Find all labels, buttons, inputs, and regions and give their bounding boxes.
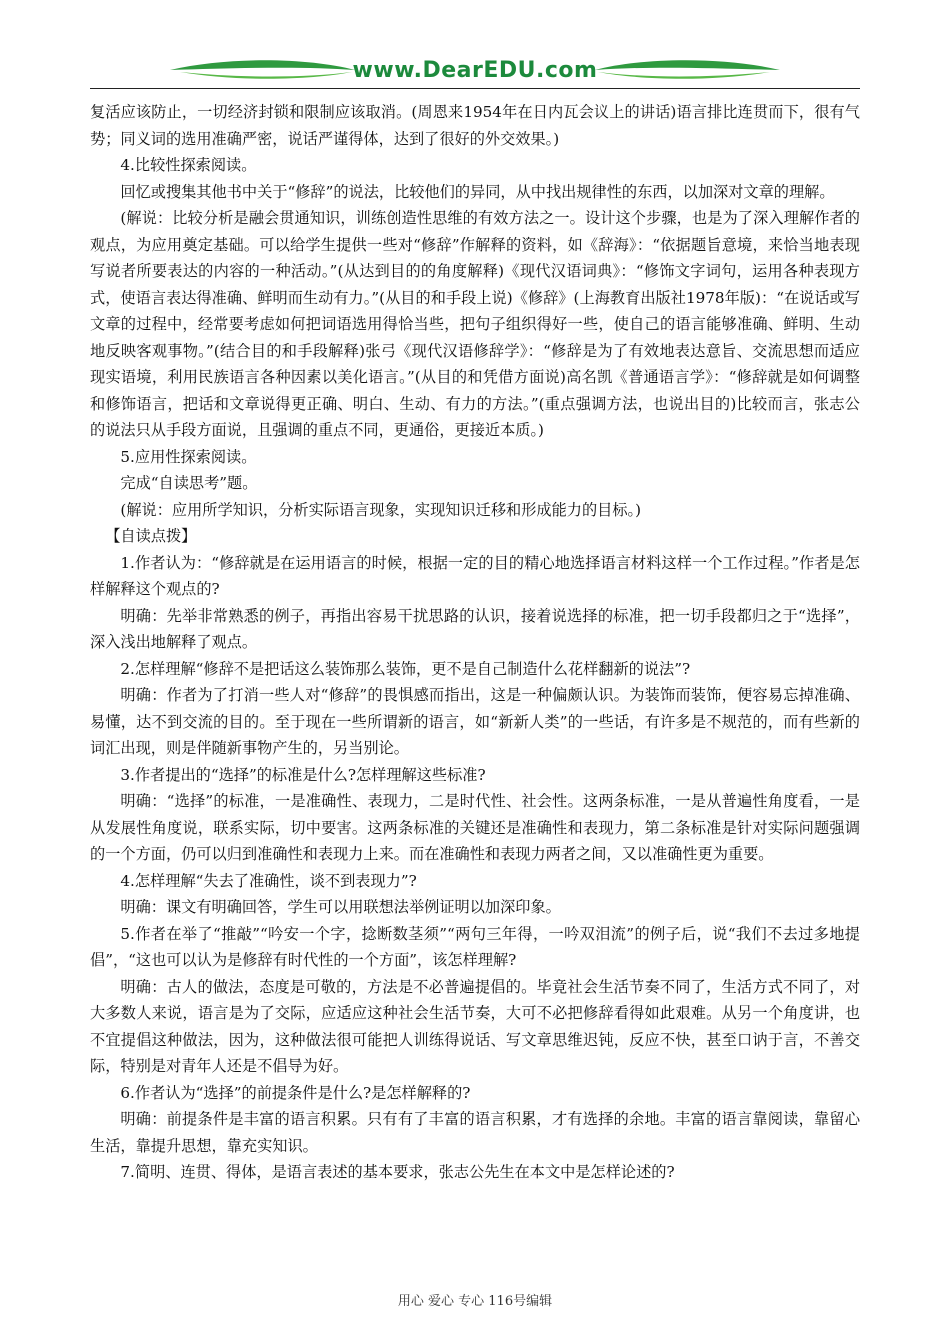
paragraph: 4.怎样理解“失去了准确性，谈不到表现力”? (120, 871, 417, 890)
site-logo[interactable]: www.DearEDU.com (352, 58, 598, 83)
paragraph: (解说：应用所学知识，分析实际语言现象，实现知识迁移和形成能力的目标。) (120, 500, 642, 519)
document-body (90, 99, 860, 1186)
page-footer: 用心 爱心 专心 116号编辑 (397, 1294, 553, 1309)
site-header (90, 52, 860, 92)
paragraph: 明确：古人的做法，态度是可敬的，方法是不必普遍提倡的。毕竟社会生活节奏不同了，生活方式不同了，对大多数人来说，语言是为了交际，应适应这种社会生活节奏，大可不必把修辞看得如此艰难。从另一个角度讲，也不宜提倡这种做法，因为，这种做法很可能把人训练得说话、写文章思维迟钝，反应不快，甚至口讷于言，不善交际，特别是对青年人还是不倡导为好。 (90, 977, 860, 1075)
paragraph: (解说：比较分析是融会贯通知识，训练创造性思维的有效方法之一。设计这个步骤，也是为了深入理解作者的观点，为应用奠定基础。可以给学生提供一些对“修辞”作解释的资料，如《辞海》：“依据题旨意境，来恰当地表现写说者所要表达的内容的一种活动。”(从达到目的的角度解释)《现代汉语词典》：“修饰文字词句，运用各种表现方式，使语言表达得准确、鲜明而生动有力。”(从目的和手段上说)《修辞》(上海教育出版社1978年版)：“在说话或写文章的过程中，经常要考虑如何把词语选用得恰当些，把句子组织得好一些，使自己的语言能够准确、鲜明、生动地反映客观事物。”(结合目的和手段解释)张弓《现代汉语修辞学》：“修辞是为了有效地表达意旨、交流思想而适应现实语境，利用民族语言各种因素以美化语言。”(从目的和凭借方面说)高名凯《普通语言学》：“修辞就是如何调整和修饰语言，把话和文章说得更正确、明白、生动、有力的方法。”(重点强调方法，也说出目的)比较而言，张志公的说法只从手段方面说，且强调的重点不同，更通俗，更接近本质。) (90, 209, 860, 439)
paragraph: 2.怎样理解“修辞不是把话这么装饰那么装饰，更不是自己制造什么花样翻新的说法”? (120, 659, 691, 678)
paragraph: 3.作者提出的“选择”的标准是什么?怎样理解这些标准? (120, 765, 486, 784)
paragraph: 1.作者认为：“修辞就是在运用语言的时候，根据一定的目的精心地选择语言材料这样一个工作过程。”作者是怎样解释这个观点的? (90, 553, 860, 598)
paragraph: 明确：先举非常熟悉的例子，再指出容易干扰思路的认识，接着说选择的标准，把一切手段都归之于“选择”，深入浅出地解释了观点。 (90, 606, 860, 651)
paragraph: 完成“自读思考”题。 (120, 474, 258, 492)
paragraph: 复活应该防止，一切经济封锁和限制应该取消。(周恩来1954年在日内瓦会议上的讲话)语言排比连贯而下，很有气势；同义词的选用准确严密，说话严谨得体，达到了很好的外交效果。) (90, 103, 860, 148)
paragraph: 7.简明、连贯、得体，是语言表述的基本要求，张志公先生在本文中是怎样论述的? (120, 1163, 675, 1181)
paragraph: 5.应用性探索阅读。 (120, 447, 257, 466)
paragraph: 明确：作者为了打消一些人对“修辞”的畏惧感而指出，这是一种偏颇认识。为装饰而装饰，便容易忘掉准确、易懂，达不到交流的目的。至于现在一些所谓新的语言，如“新新人类”的一些话，有许多是不规范的，而有些新的词汇出现，则是伴随新事物产生的，另当别论。 (90, 686, 860, 757)
paragraph: 5.作者在举了“推敲”“吟安一个字，捻断数茎须”“两句三年得，一吟双泪流”的例子后，说“我们不去过多地提倡”，“这也可以认为是修辞有时代性的一个方面”，该怎样理解? (90, 924, 860, 969)
paragraph: 明确：课文有明确回答，学生可以用联想法举例证明以加深印象。 (120, 898, 561, 916)
header-rule (90, 88, 860, 89)
paragraph: 4.比较性探索阅读。 (120, 156, 257, 174)
paragraph: 6.作者认为“选择”的前提条件是什么?是怎样解释的? (120, 1083, 471, 1102)
paragraph: 明确：“选择”的标准，一是准确性、表现力，二是时代性、社会性。这两条标准，一是从普遍性角度看，一是从发展性角度说，联系实际，切中要害。这两条标准的关键还是准确性和表现力，第二条标准是针对实际问题强调的一个方面，仍可以归到准确性和表现力上来。而在准确性和表现力两者之间，又以准确性更为重要。 (90, 792, 860, 863)
paragraph: 回忆或搜集其他书中关于“修辞”的说法，比较他们的异同，从中找出规律性的东西，以加深对文章的理解。 (120, 182, 835, 201)
section-heading: 【自读点拨】 (105, 527, 197, 545)
paragraph: 明确：前提条件是丰富的语言积累。只有有了丰富的语言积累，才有选择的余地。丰富的语言靠阅读，靠留心生活，靠提升思想，靠充实知识。 (90, 1110, 860, 1155)
